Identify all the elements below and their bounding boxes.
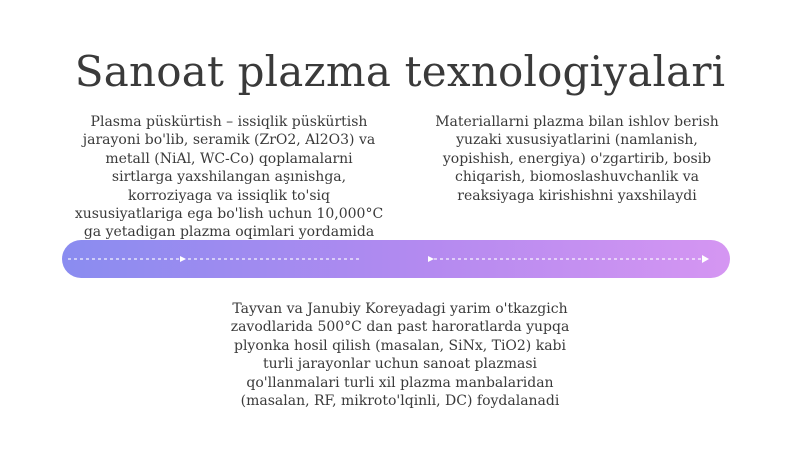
timeline-arrowhead-1 (180, 256, 186, 262)
timeline-arrowhead-2 (428, 256, 434, 262)
timeline-bar (62, 240, 730, 278)
timeline-arrows (62, 240, 730, 278)
text-block-plasma-spraying: Plasma püskürtish – issiqlik püskürtish jarayoni bo'lib, seramik (ZrO2, Al2O3) va metall (NiAl, WC-Co) qoplamalarni sirtlarga yaxshilangan aşınishga, korroziyaga va issiqlik to'siq xususiyatlariga ega bo'lish uchun 10,000°C ga yetadigan plazma oqimlari yordamida (74, 114, 384, 241)
text-block-plasma-treatment: Materiallarni plazma bilan ishlov berish yuzaki xususiyatlarini (namlanish, yopishish, energiya) o'zgartirib, bosib chiqarish, biomoslashuvchanlik va reaksiyaga kirishishni yaxshilaydi (435, 114, 719, 204)
timeline-arrowhead-3 (702, 255, 709, 263)
slide-title: Sanoat plazma texnologiyalari (74, 47, 726, 97)
text-block-semiconductor-plasma: Tayvan va Janubiy Koreyadagi yarim o'tkazgich zavodlarida 500°C dan past haroratlarda yupqa plyonka hosil qilish (masalan, SiNx, TiO2) kabi turli jarayonlar uchun sanoat plazmasi qo'llanmalari turli xil plazma manbalaridan (masalan, RF, mikroto'lqinli, DC) foydalanadi (230, 301, 570, 410)
